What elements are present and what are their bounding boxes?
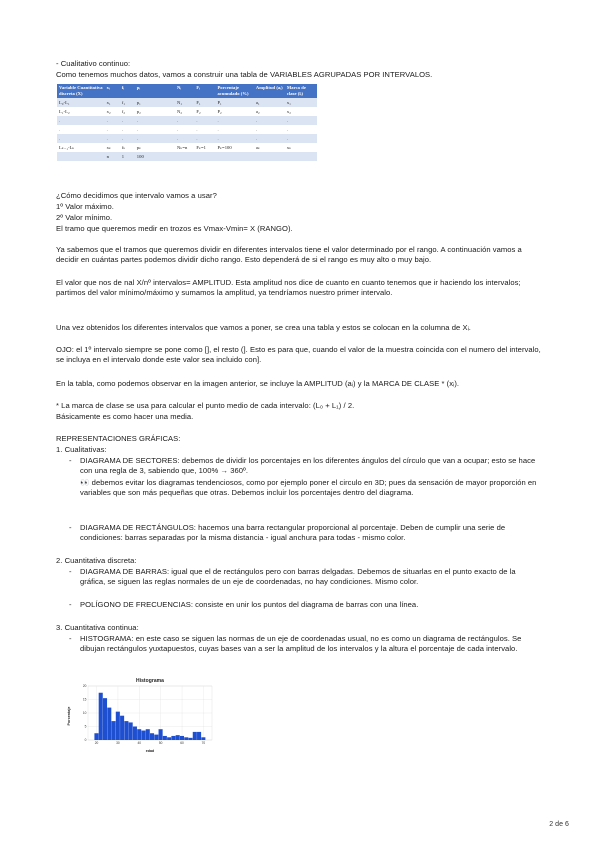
table-header-cell: Marca de clase (lᵢ): [285, 84, 317, 98]
table-cell: fₖ: [120, 143, 135, 152]
table-header-cell: fᵢ: [120, 84, 135, 98]
table-cell: x₁: [285, 98, 317, 107]
histogram-bar: [150, 733, 154, 740]
table-cell: p₂: [135, 107, 175, 116]
histogram-bar: [124, 721, 128, 740]
table-row: [57, 116, 317, 125]
table-cell: .: [215, 125, 253, 134]
histogram-bar: [193, 732, 197, 740]
table-cell: Pₖ=100: [215, 143, 253, 152]
table-cell: .: [194, 116, 215, 125]
table-cell: .: [120, 125, 135, 134]
table-cell: P₂: [215, 107, 253, 116]
table-cell: .: [254, 116, 285, 125]
histogram-bar: [129, 722, 133, 740]
histogram-bar: [116, 712, 120, 740]
table-cell: .: [120, 116, 135, 125]
table-cell: pₖ: [135, 143, 175, 152]
table-cell: x₂: [105, 107, 120, 116]
table-header-cell: Fᵢ: [194, 84, 215, 98]
representations-title: REPRESENTACIONES GRÁFICAS:: [56, 434, 181, 443]
bullet-dash: -: [69, 600, 72, 609]
table-cell: [254, 152, 285, 161]
histogram-bar: [99, 693, 103, 740]
x-tick-label: 40: [137, 741, 142, 745]
table-cell: f₂: [120, 107, 135, 116]
item-rectangle-diagram: DIAGRAMA DE RECTÁNGULOS: hacemos una barra rectangular proporcional al porcentaje. Deben de cumplir una serie de condiciones: barras separadas por la misma distancia - igual anchura para todas - mismo color.: [80, 523, 506, 542]
bullet-dash: -: [69, 567, 72, 576]
histogram-bar: [120, 716, 124, 740]
table-cell: .: [215, 134, 253, 143]
table-cell: Nₖ=n: [175, 143, 194, 152]
step-max: 1º Valor máximo.: [56, 202, 114, 211]
histogram-bar: [171, 736, 175, 740]
table-cell: .: [57, 116, 105, 125]
grouped-variables-table: [57, 84, 317, 161]
table-cell: .: [175, 125, 194, 134]
table-cell: .: [105, 116, 120, 125]
table-row: [57, 98, 317, 107]
table-row: [57, 134, 317, 143]
table-cell: f₁: [120, 98, 135, 107]
table-header-cell: Amplitud (aᵢ): [254, 84, 285, 98]
histogram-bar: [137, 729, 141, 740]
table-row: [57, 152, 317, 161]
section-qualitative: 1. Cualitativas:: [56, 445, 107, 454]
table-cell: .: [135, 116, 175, 125]
table-cell: x₂: [285, 107, 317, 116]
x-tick-label: 50: [158, 741, 163, 745]
table-cell: .: [254, 125, 285, 134]
table-header-cell: pᵢ: [135, 84, 175, 98]
y-tick-label: 15: [82, 697, 87, 702]
histogram-bar: [103, 698, 107, 740]
table-cell: aₖ: [254, 143, 285, 152]
table-cell: a₂: [254, 107, 285, 116]
histogram-chart: [66, 674, 218, 754]
table-row: [57, 125, 317, 134]
histogram-bar: [167, 737, 171, 740]
histogram-bar: [188, 738, 192, 740]
table-cell: .: [194, 134, 215, 143]
histogram-bar: [154, 735, 158, 740]
item-biased-diagram: [80, 478, 542, 498]
paragraph-amplitude: El valor que nos de nal X/nº intervalos= AMPLITUD. Esta amplitud nos dice de cuanto en cuanto tenemos que ir haciendo los intervalos; partimos del valor mínimo/máximo y sumamos la amplitud, ya tendríamos nuestro primer intervalo.: [56, 278, 521, 297]
table-cell: .: [175, 116, 194, 125]
chart-title: Histograma: [135, 678, 165, 684]
table-cell: P₁: [215, 98, 253, 107]
intro-line: Como tenemos muchos datos, vamos a construir una tabla de VARIABLES AGRUPADAS POR INTERVALOS.: [56, 70, 433, 79]
table-cell: F₁: [194, 98, 215, 107]
paragraph-intervals: Una vez obtenidos los diferentes intervalos que vamos a poner, se crea una tabla y estos se colocan en la columna de Xᵢ.: [56, 323, 471, 332]
table-cell: .: [194, 125, 215, 134]
paragraph-warning: OJO: el 1º intervalo siempre se pone como [], el resto (]. Esto es para que, cuando el valor de la muestra coincida con el numero del intervalo, se incluya en el intervalo donde este valor sea incluido con].: [56, 345, 541, 364]
table-cell: .: [254, 134, 285, 143]
section-quantitative-discrete: 2. Cuantitativa discreta:: [56, 556, 137, 565]
item-bar-diagram: DIAGRAMA DE BARRAS: igual que el de rectángulos pero con barras delgadas. Debemos de situarlas en el punto exacto de la gráfica, se siguen las reglas normales de un eje de coordenadas, no hay condiciones. Mismo color.: [80, 567, 516, 586]
y-tick-label: 10: [82, 711, 87, 716]
table-cell: 100: [135, 152, 175, 161]
table-cell: [194, 152, 215, 161]
histogram-bar: [133, 727, 137, 741]
table-cell: [57, 152, 105, 161]
table-cell: .: [285, 134, 317, 143]
table-cell: [175, 152, 194, 161]
class-mark-summary: Básicamente es como hacer una media.: [56, 412, 194, 421]
x-tick-label: 70: [201, 741, 206, 745]
histogram-bar: [94, 733, 98, 740]
x-tick-label: 60: [180, 741, 184, 745]
table-cell: a₁: [254, 98, 285, 107]
table-cell: L₀-L₁: [57, 98, 105, 107]
histogram-bar: [107, 708, 111, 740]
histogram-bar: [197, 732, 201, 740]
range-line: El tramo que queremos medir en trozos es Vmax-Vmin= X (RANGO).: [56, 224, 293, 233]
table-header-cell: Variable Cuantitativa discreta (X): [59, 85, 103, 96]
histogram-bar: [112, 721, 116, 740]
y-tick-label: 20: [82, 684, 87, 689]
table-cell: .: [135, 134, 175, 143]
table-cell: [215, 152, 253, 161]
step-min: 2º Valor mínimo.: [56, 213, 113, 222]
bullet-dash: -: [69, 523, 72, 532]
item-biased-text: debemos evitar los diagramas tendenciosos, como por ejemplo poner el circulo en 3D; pues da sensación de mayor proporción en variables que son más pequeñas que otras. Debemos incluir los porcentajes dentro del diagrama.: [80, 478, 537, 497]
histogram-bar: [201, 737, 205, 740]
bullet-dash: -: [69, 456, 72, 465]
table-cell: Lₖ₋₁-Lₖ: [57, 143, 105, 152]
table-cell: L₁-L₂: [57, 107, 105, 116]
histogram-bar: [159, 729, 163, 740]
table-cell: .: [57, 134, 105, 143]
table-cell: .: [285, 116, 317, 125]
question-line: ¿Cómo decidimos que intervalo vamos a usar?: [56, 191, 217, 200]
histogram-bar: [141, 731, 145, 740]
x-tick-label: 30: [116, 741, 120, 745]
class-mark-note: * La marca de clase se usa para calcular el punto medio de cada intervalo: (L₀ + L₁) / 2.: [56, 401, 355, 410]
table-cell: x₁: [105, 98, 120, 107]
x-tick-label: 20: [94, 741, 99, 745]
item-frequency-polygon: POLÍGONO DE FRECUENCIAS: consiste en unir los puntos del diagrama de barras con una línea.: [80, 600, 419, 609]
histogram-bar: [176, 735, 180, 740]
histogram-bar: [163, 736, 167, 740]
table-cell: .: [57, 125, 105, 134]
table-cell: p₁: [135, 98, 175, 107]
table-cell: .: [215, 116, 253, 125]
table-cell: .: [105, 125, 120, 134]
y-tick-label: 5: [84, 724, 87, 729]
chart-y-label: Porcentaje: [67, 706, 71, 726]
table-cell: .: [135, 125, 175, 134]
bullet-dash: -: [69, 634, 72, 643]
item-sector-diagram: DIAGRAMA DE SECTORES: debemos de dividir los porcentajes en los diferentes ángulos del círculo que van a ocupar; esto se hace con una regla de 3, sabiendo que, 100% → 360º.: [80, 456, 536, 475]
table-cell: 1: [120, 152, 135, 161]
section-heading: - Cualitativo continuo:: [56, 59, 131, 68]
eyes-icon: 👀: [80, 478, 90, 487]
chart-x-label: edad: [145, 749, 155, 753]
paragraph-range: Ya sabemos que el tramos que queremos dividir en diferentes intervalos tiene el valor determinado por el rango. A continuación vamos a decidir en cuántas partes podemos dividir dicho rango. Esto dependerá de si el rango es muy alto o muy bajo.: [56, 245, 522, 264]
table-cell: N₁: [175, 98, 194, 107]
table-cell: Fₖ=1: [194, 143, 215, 152]
table-cell: N₂: [175, 107, 194, 116]
table-cell: xₖ: [105, 143, 120, 152]
table-cell: .: [105, 134, 120, 143]
page-number: 2 de 6: [549, 821, 569, 828]
table-cell: F₂: [194, 107, 215, 116]
table-cell: .: [120, 134, 135, 143]
histogram-bar: [146, 729, 150, 740]
table-cell: n: [105, 152, 120, 161]
item-histogram: HISTOGRAMA: en este caso se siguen las normas de un eje de coordenadas usual, no es como un diagrama de rectángulos. Se dibujan rectángulos yuxtapuestos, cuyas bases van a ser la amplitud de los intervalos y la altura el porcentaje de cada intervalo.: [80, 634, 522, 653]
table-header-cell: Nᵢ: [175, 84, 194, 98]
table-cell: .: [285, 125, 317, 134]
table-cell: [285, 152, 317, 161]
paragraph-table-note: En la tabla, como podemos observar en la imagen anterior, se incluye la AMPLITUD (aᵢ) y la MARCA DE CLASE * (xᵢ).: [56, 379, 460, 388]
section-quantitative-continuous: 3. Cuantitativa continua:: [56, 623, 139, 632]
table-header-cell: xᵢ: [105, 84, 120, 98]
y-tick-label: 0: [84, 738, 87, 743]
table-row: [57, 143, 317, 152]
table-header-cell: Porcentaje acumulado (%): [215, 84, 253, 98]
table-row: [57, 107, 317, 116]
table-header-row: [57, 84, 317, 98]
histogram-bar: [184, 737, 188, 740]
table-cell: .: [175, 134, 194, 143]
histogram-bar: [180, 736, 184, 740]
table-cell: xₖ: [285, 143, 317, 152]
